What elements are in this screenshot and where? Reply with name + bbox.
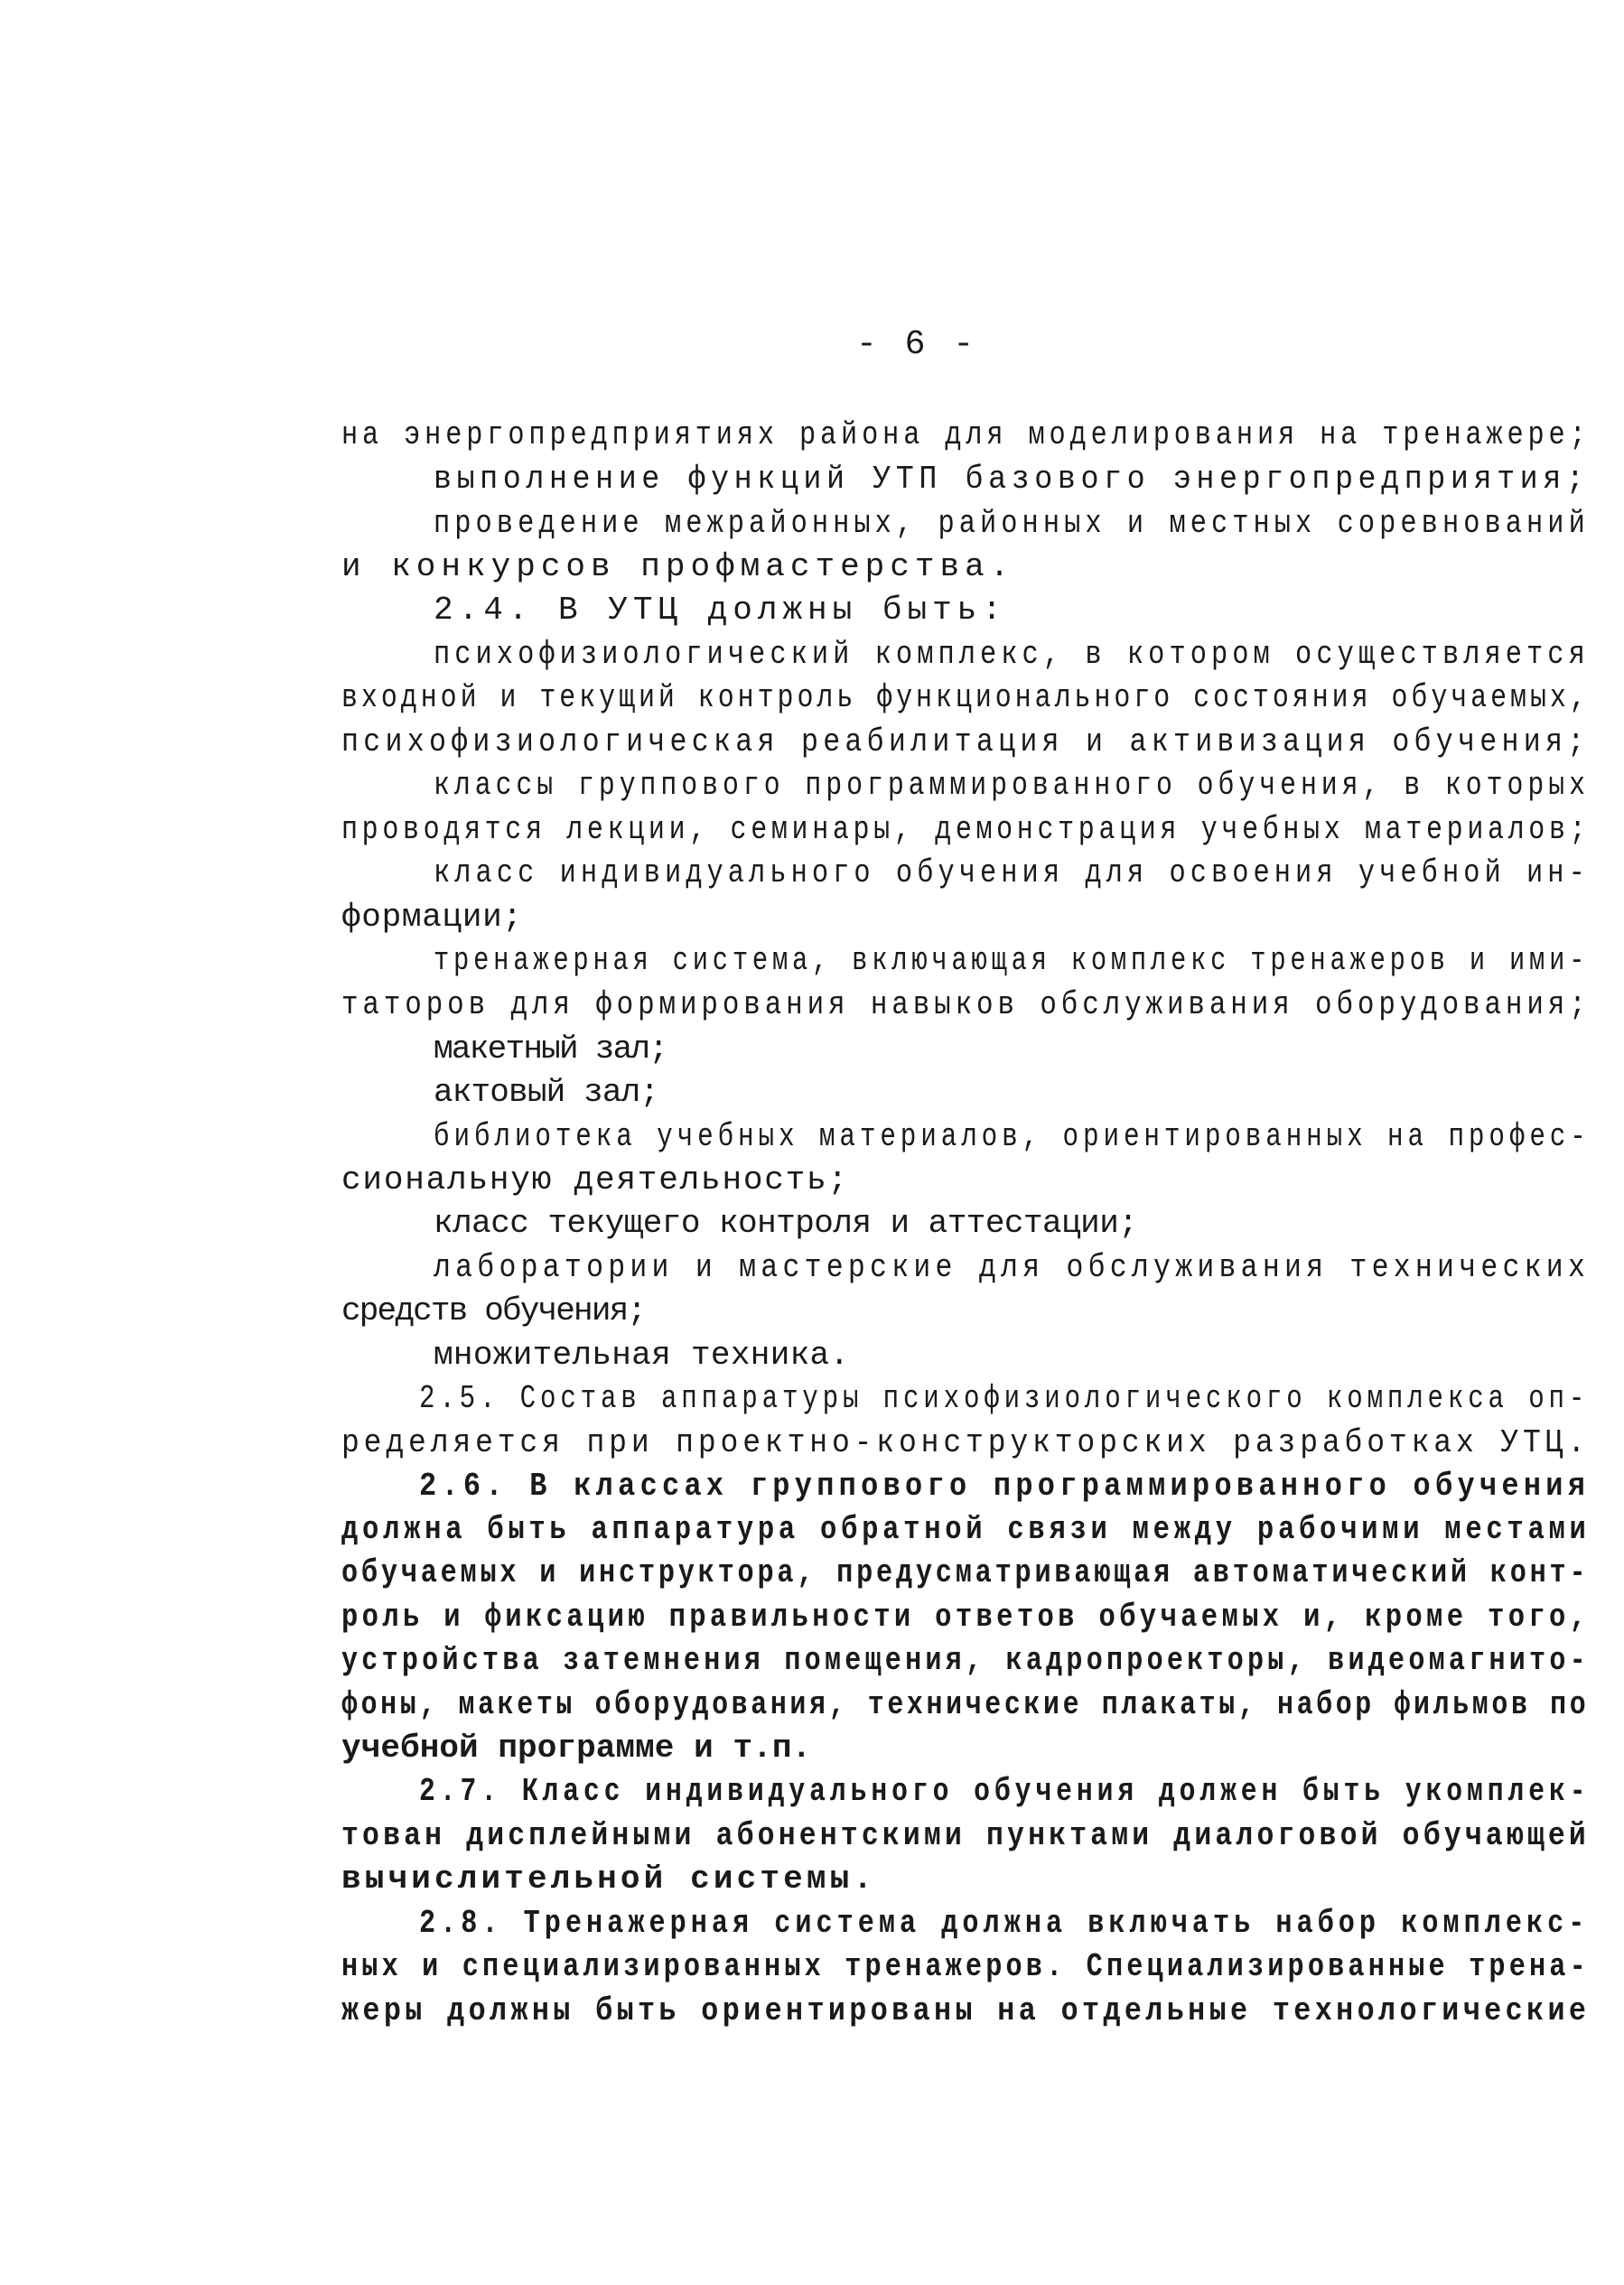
text-line: средств обучения; [341,1292,646,1329]
text-line: ределяется при проектно-конструкторских разработках УТЦ. [341,1424,1591,1461]
text-line: множительная техника. [434,1337,850,1374]
text-line: жеры должны быть ориентированы на отдельные технологические [341,1992,1591,2029]
text-line: роль и фиксацию правильности ответов обучаемых и, кроме того, [341,1599,1591,1636]
text-line: на энергопредприятиях района для моделирования на тренажере; [341,416,1591,453]
text-line: класс текущего контроля и аттестации; [434,1205,1138,1242]
text-line: макетный зал; [434,1031,667,1068]
text-line: 2.4. В УТЦ должны быть: [434,592,1007,629]
text-line: 2.6. В классах группового программированного обучения [419,1468,1591,1505]
text-line: проводятся лекции, семинары, демонстрация учебных материалов; [341,811,1591,848]
text-line: выполнение функций УТП базового энергопредприятия; [434,461,1590,498]
text-line: 2.5. Состав аппаратуры психофизиологического комплекса оп- [419,1380,1590,1417]
text-line: психофизиологическая реабилитация и активизация обучения; [341,723,1590,760]
text-line: актовый зал; [434,1074,659,1111]
text-line: формации; [341,899,523,936]
text-line: сиональную деятельность; [341,1161,849,1198]
text-line: тован дисплейными абонентскими пунктами диалоговой обучающей [341,1817,1590,1854]
text-line: и конкурсов профмастерства. [341,548,1015,585]
text-line: ных и специализированных тренажеров. Специализированные трена- [341,1948,1590,1985]
text-line: 2.8. Тренажерная система должна включать набор комплекс- [419,1905,1590,1942]
text-line: вычислительной системы. [341,1861,877,1898]
text-line: лаборатории и мастерские для обслуживания технических [434,1249,1591,1286]
text-line: класс индивидуального обучения для освоения учебной ин- [434,854,1590,891]
text-line: устройства затемнения помещения, кадропроекторы, видеомагнито- [341,1642,1590,1679]
text-line: библиотека учебных материалов, ориентированных на профес- [434,1118,1591,1155]
text-line: обучаемых и инструктора, предусматривающая автоматический конт- [341,1554,1590,1591]
text-line: фоны, макеты оборудования, технические плакаты, набор фильмов по [341,1686,1590,1723]
text-line: таторов для формирования навыков обслуживания оборудования; [341,986,1591,1023]
text-line: психофизиологический комплекс, в котором осуществляется [434,636,1590,673]
text-line: проведение межрайонных, районных и местных соревнований [434,505,1590,542]
text-line: 2.7. Класс индивидуального обучения должен быть укомплек- [419,1773,1591,1810]
page-number: - 6 - [856,325,978,364]
text-line: тренажерная система, включающая комплекс тренажеров и ими- [434,942,1590,979]
text-line: учебной программе и т.п. [341,1730,812,1767]
text-line: должна быть аппаратура обратной связи между рабочими местами [341,1511,1591,1548]
text-line: входной и текущий контроль функционального состояния обучаемых, [341,679,1590,716]
text-line: классы группового программированного обучения, в которых [434,767,1590,804]
